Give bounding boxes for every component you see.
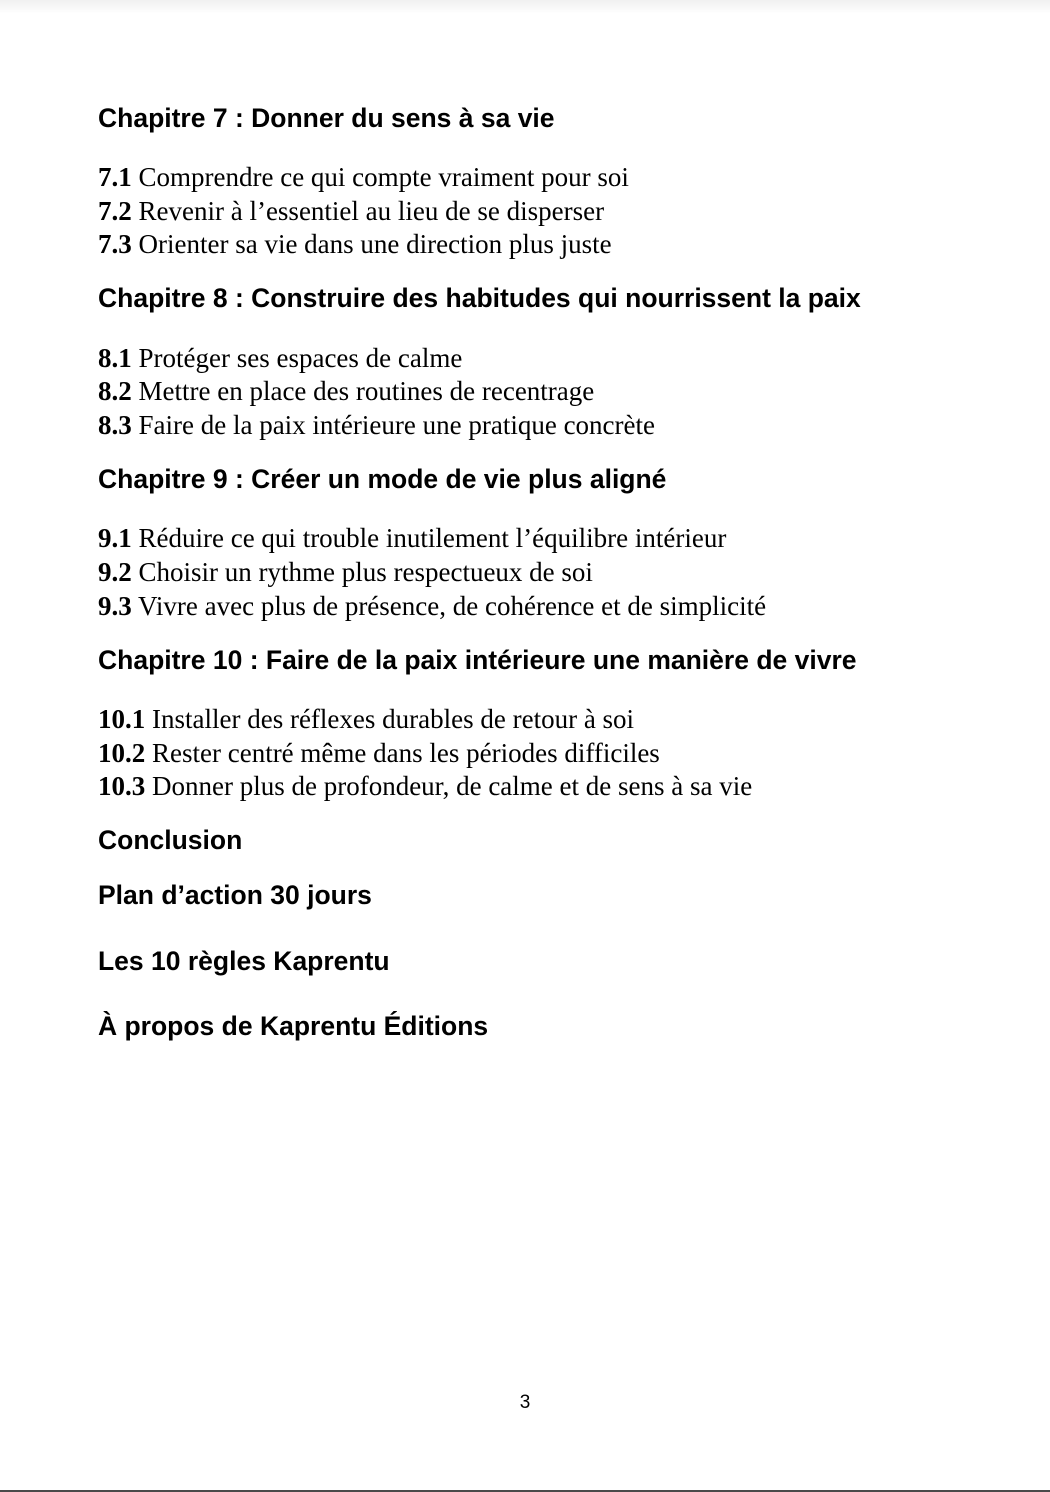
section-text: Réduire ce qui trouble inutilement l’équilibre intérieur [138,523,727,553]
section-number: 10.1 [98,704,146,734]
rules-title: Les 10 règles Kaprentu [98,946,390,976]
section-10-2 [98,737,660,769]
section-10-3 [98,770,752,802]
section-number: 8.3 [98,410,132,440]
section-7-1 [98,161,629,193]
section-text: Mettre en place des routines de recentrage [138,376,595,406]
page-number: 3 [519,1392,531,1413]
chapter-9-title: Chapitre 9 : Créer un mode de vie plus aligné [98,464,667,494]
section-8-2 [98,375,594,407]
conclusion-title: Conclusion [98,825,243,855]
section-number: 7.1 [98,162,132,192]
section-number: 7.3 [98,229,132,259]
section-text: Choisir un rythme plus respectueux de soi [138,557,593,587]
section-text: Donner plus de profondeur, de calme et de sens à sa vie [152,771,753,801]
section-text: Revenir à l’essentiel au lieu de se disperser [138,196,605,226]
about-title: À propos de Kaprentu Éditions [98,1011,489,1041]
section-8-3 [98,409,655,441]
section-number: 9.2 [98,557,132,587]
section-9-3 [98,590,766,622]
section-10-1 [98,703,634,735]
section-text: Orienter sa vie dans une direction plus juste [138,229,612,259]
chapter-10-title: Chapitre 10 : Faire de la paix intérieure une manière de vivre [98,645,857,675]
section-7-2 [98,195,604,227]
section-text: Comprendre ce qui compte vraiment pour soi [138,162,629,192]
section-text: Protéger ses espaces de calme [138,343,463,373]
section-number: 9.1 [98,523,132,553]
chapter-7-title: Chapitre 7 : Donner du sens à sa vie [98,103,555,133]
section-number: 7.2 [98,196,132,226]
section-9-1 [98,522,726,554]
page-top-shadow [0,0,1050,14]
section-9-2 [98,556,593,588]
section-number: 8.1 [98,343,132,373]
section-text: Installer des réflexes durables de retour à soi [152,704,635,734]
section-text: Rester centré même dans les périodes difficiles [152,738,660,768]
section-7-3 [98,228,612,260]
section-text: Faire de la paix intérieure une pratique concrète [138,410,655,440]
section-number: 8.2 [98,376,132,406]
section-8-1 [98,342,462,374]
section-number: 9.3 [98,591,132,621]
section-text: Vivre avec plus de présence, de cohérence et de simplicité [138,591,767,621]
chapter-8-title: Chapitre 8 : Construire des habitudes qui nourrissent la paix [98,283,861,313]
section-number: 10.2 [98,738,146,768]
action-plan-title: Plan d’action 30 jours [98,880,372,910]
section-number: 10.3 [98,771,146,801]
